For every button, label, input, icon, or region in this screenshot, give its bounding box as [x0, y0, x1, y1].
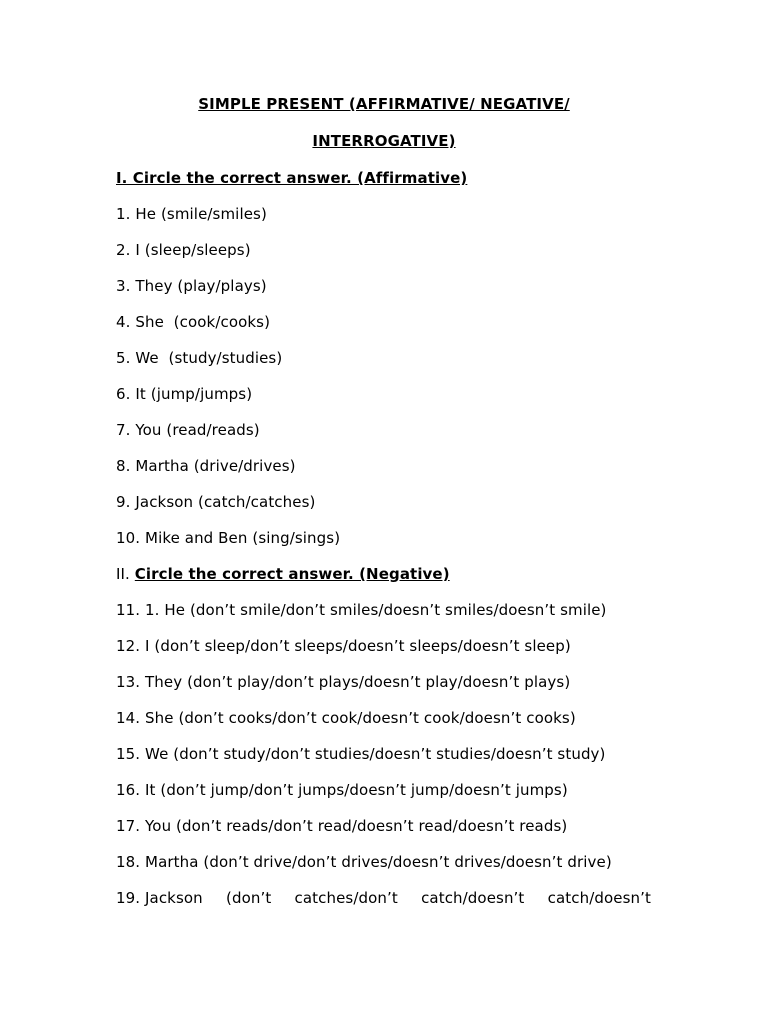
document-title-line-2: INTERROGATIVE)	[312, 132, 456, 150]
exercise-item: 15. We (don’t study/don’t studies/doesn’t studies/doesn’t study)	[116, 745, 606, 763]
exercise-item: 12. I (don’t sleep/don’t sleeps/doesn’t sleeps/doesn’t sleep)	[116, 637, 571, 655]
document-title-line-1: SIMPLE PRESENT (AFFIRMATIVE/ NEGATIVE/	[198, 95, 570, 113]
section-2-number: II.	[116, 565, 135, 583]
word: catch/doesn’t	[421, 889, 525, 907]
exercise-item: 3. They (play/plays)	[116, 277, 267, 295]
word: (don’t	[226, 889, 272, 907]
section-2-heading-row	[116, 564, 450, 584]
section-1-heading: I. Circle the correct answer. (Affirmative)	[116, 169, 468, 187]
exercise-item: 8. Martha (drive/drives)	[116, 457, 296, 475]
exercise-item: 4. She (cook/cooks)	[116, 313, 271, 331]
exercise-item: 1. He (smile/smiles)	[116, 205, 267, 223]
exercise-item: 17. You (don’t reads/don’t read/doesn’t read/doesn’t reads)	[116, 817, 568, 835]
exercise-item: 10. Mike and Ben (sing/sings)	[116, 529, 341, 547]
exercise-item: 5. We (study/studies)	[116, 349, 283, 367]
exercise-item: 13. They (don’t play/don’t plays/doesn’t play/doesn’t plays)	[116, 673, 571, 691]
exercise-item: 11. 1. He (don’t smile/don’t smiles/doesn’t smiles/doesn’t smile)	[116, 601, 607, 619]
word: catches/don’t	[294, 889, 398, 907]
exercise-item: 6. It (jump/jumps)	[116, 385, 253, 403]
exercise-item-justified	[116, 888, 651, 908]
word: catch/doesn’t	[547, 889, 651, 907]
exercise-item: 14. She (don’t cooks/don’t cook/doesn’t cook/doesn’t cooks)	[116, 709, 576, 727]
exercise-item: 18. Martha (don’t drive/don’t drives/doesn’t drives/doesn’t drive)	[116, 853, 612, 871]
exercise-item: 9. Jackson (catch/catches)	[116, 493, 316, 511]
exercise-item: 2. I (sleep/sleeps)	[116, 241, 251, 259]
exercise-item: 7. You (read/reads)	[116, 421, 260, 439]
word: 19. Jackson	[116, 889, 203, 907]
exercise-item: 16. It (don’t jump/don’t jumps/doesn’t jump/doesn’t jumps)	[116, 781, 568, 799]
section-2-heading: Circle the correct answer. (Negative)	[134, 565, 450, 583]
